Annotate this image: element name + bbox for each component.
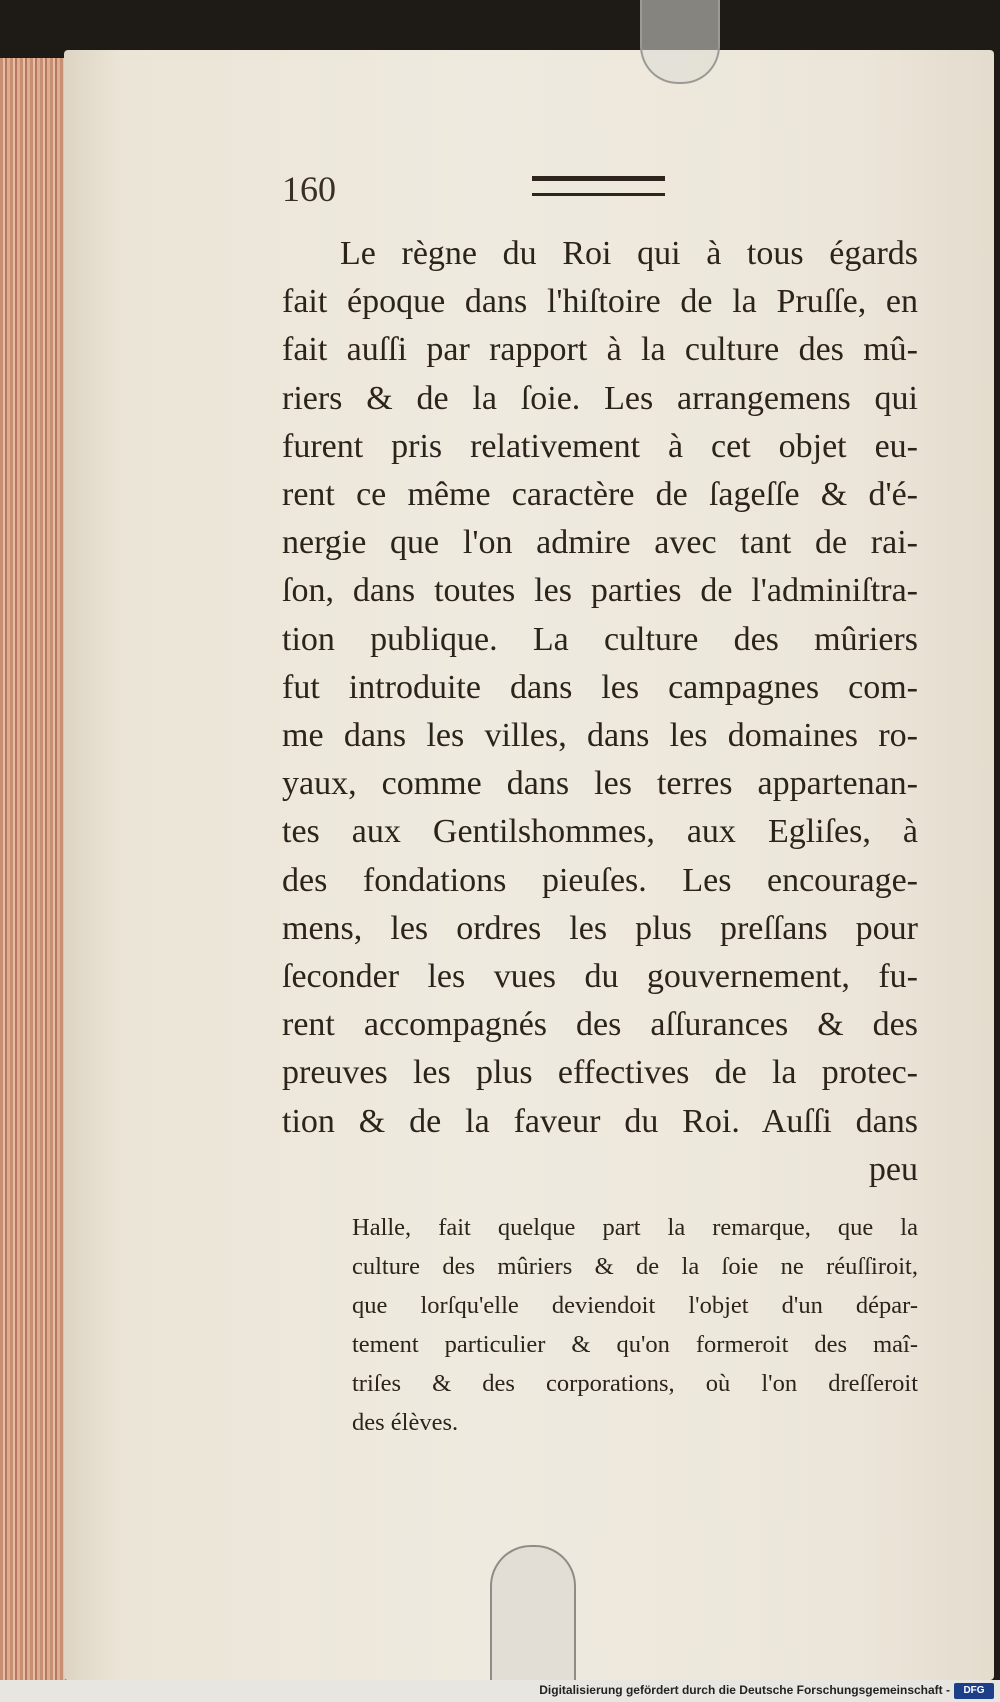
text-line: tion & de la faveur du Roi. Auſſi dans [282, 1102, 918, 1140]
text-line: Le règne du Roi qui à tous égards [340, 235, 918, 272]
digitization-credit: Digitalisierung gefördert durch die Deutsche Forschungsgemeinschaft - [539, 1683, 950, 1697]
footnote [352, 1208, 918, 1442]
footer-bar [0, 1680, 1000, 1702]
footnote-line: que lorſqu'elle deviendoit l'objet d'un dépar- [352, 1292, 918, 1319]
text-line: riers & de la ſoie. Les arrangemens qui [282, 379, 918, 417]
page-clip-bottom [490, 1545, 576, 1687]
catchword: peu [868, 1150, 918, 1188]
text-line: ſon, dans toutes les parties de l'adminiſtra- [282, 572, 918, 610]
page-clip-top [640, 0, 720, 84]
text-line: rent ce même caractère de ſageſſe & d'é- [282, 476, 918, 514]
text-line: des fondations pieuſes. Les encourage- [282, 861, 918, 899]
text-line: tion publique. La culture des mûriers [282, 620, 918, 658]
text-line: ſeconder les vues du gouvernement, fu- [282, 958, 918, 996]
footnote-line: culture des mûriers & de la ſoie ne réuſſiroit, [352, 1253, 918, 1280]
footnote-line: Halle, fait quelque part la remarque, que la [352, 1214, 918, 1241]
text-line: preuves les plus effectives de la protec- [282, 1054, 918, 1092]
text-line: tes aux Gentilshommes, aux Egliſes, à [282, 813, 918, 851]
page-number: 160 [282, 169, 336, 209]
footnote-line: triſes & des corporations, où l'on dreſſeroit [352, 1370, 918, 1397]
footnote-line: tement particulier & qu'on formeroit des maî- [352, 1331, 918, 1358]
text-line: mens, les ordres les plus preſſans pour [282, 909, 918, 947]
text-line: yaux, comme dans les terres appartenan- [282, 765, 918, 803]
header-ornament-rule [532, 176, 665, 196]
dfg-logo: DFG [954, 1683, 994, 1699]
footnote-line: des élèves. [352, 1409, 459, 1436]
body-text [282, 230, 918, 1194]
text-line: nergie que l'on admire avec tant de rai- [282, 524, 918, 562]
text-line: fut introduite dans les campagnes com- [282, 668, 918, 706]
text-line: fait auſſi par rapport à la culture des mû- [282, 331, 918, 369]
text-line: rent accompagnés des aſſurances & des [282, 1006, 918, 1044]
text-line: fait époque dans l'hiſtoire de la Pruſſe, en [282, 283, 918, 321]
text-line: me dans les villes, dans les domaines ro- [282, 717, 918, 755]
text-line: furent pris relativement à cet objet eu- [282, 427, 918, 465]
